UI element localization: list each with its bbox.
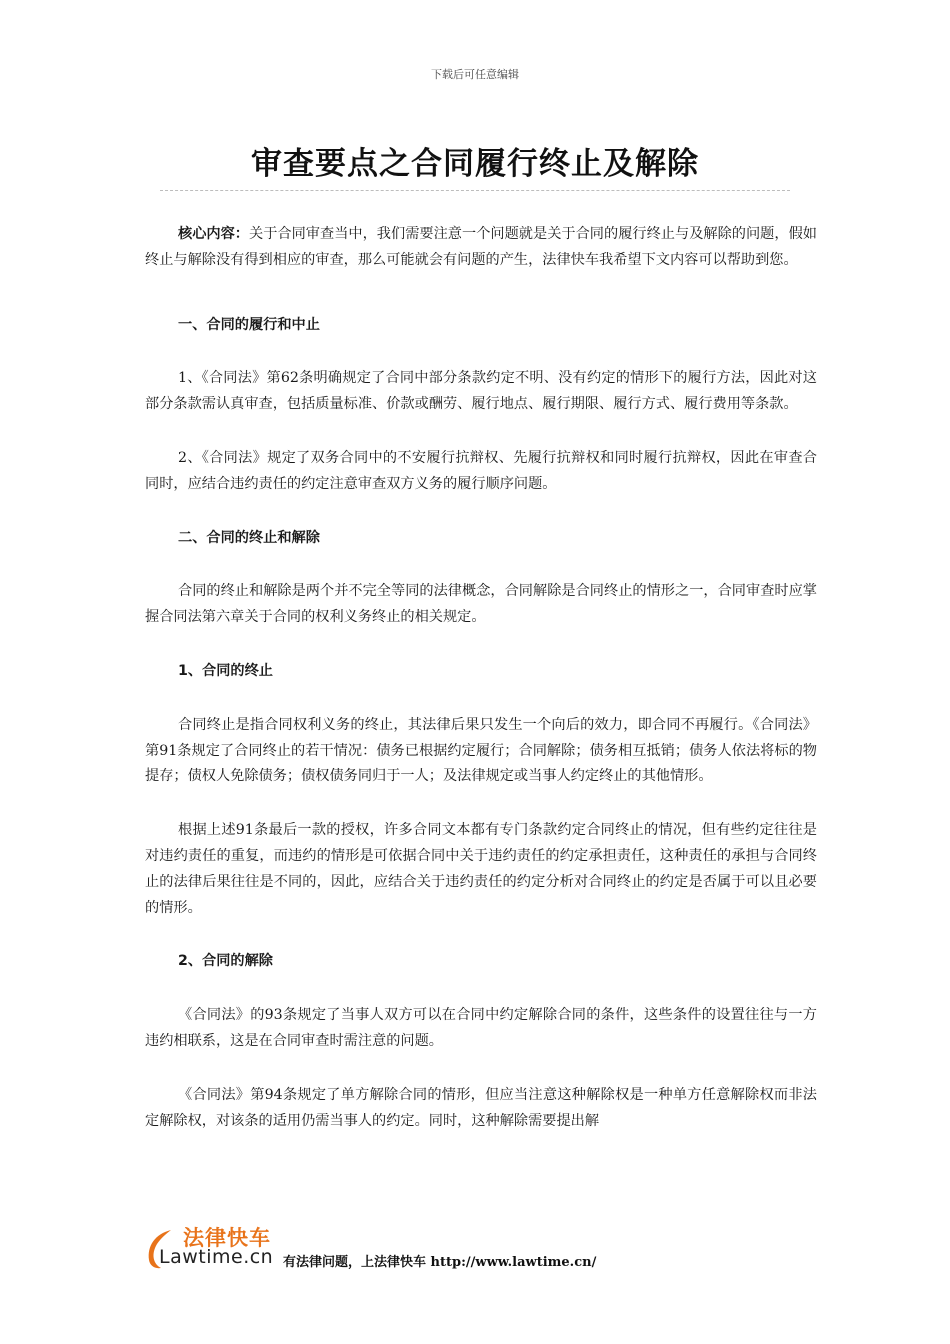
intro-paragraph	[145, 222, 817, 274]
subsection-rescission-heading: 2、合同的解除	[178, 953, 273, 970]
intro-text: 关于合同审查当中，我们需要注意一个问题就是关于合同的履行终止与及解除的问题，假如终止与解除没有得到相应的审查，那么可能就会有问题的产生，法律快车我希望下文内容可以帮助到您。	[145, 226, 817, 268]
logo-chinese-text: 法律快车	[183, 1226, 271, 1250]
title-divider	[160, 190, 790, 191]
lawtime-logo	[145, 1222, 285, 1272]
rescission-paragraph-2: 《合同法》第94条规定了单方解除合同的情形，但应当注意这种解除权是一种单方任意解除权而非法定解除权，对该条的适用仍需当事人的约定。同时，这种解除需要提出解	[145, 1086, 817, 1129]
subsection-termination-heading: 1、合同的终止	[178, 662, 273, 679]
section-2-paragraph-1: 合同的终止和解除是两个并不完全等同的法律概念，合同解除是合同终止的情形之一，合同审查时应掌握合同法第六章关于合同的权利义务终止的相关规定。	[145, 583, 817, 626]
document-title: 审查要点之合同履行终止及解除	[251, 146, 699, 182]
intro-label: 核心内容：	[178, 226, 249, 242]
termination-paragraph-1: 合同终止是指合同权利义务的终止，其法律后果只发生一个向后的效力，即合同不再履行。《合同法》第91条规定了合同终止的若干情况：债务已根据约定履行；合同解除；债务相互抵销；债务人依法将标的物提存；债权人免除债务；债权债务同归于一人；及法律规定或当事人约定终止的其他情形。	[145, 716, 817, 785]
page-footer	[145, 1222, 845, 1272]
section-1-paragraph-1: 1、《合同法》第62条明确规定了合同中部分条款约定不明、没有约定的情形下的履行方法，因此对这部分条款需认真审查，包括质量标准、价款或酬劳、履行地点、履行期限、履行方式、履行费用等条款。	[145, 370, 817, 413]
termination-paragraph-2: 根据上述91条最后一款的授权，许多合同文本都有专门条款约定合同终止的情况，但有些约定往往是对违约责任的重复，而违约的情形是可依据合同中关于违约责任的约定承担责任，这种责任的承担与合同终止的法律后果往往是不同的，因此，应结合关于违约责任的约定分析对合同终止的约定是否属于可以且必要的情形。	[145, 822, 817, 916]
section-1-paragraph-2: 2、《合同法》规定了双务合同中的不安履行抗辩权、先履行抗辩权和同时履行抗辩权，因此在审查合同时，应结合违约责任的约定注意审查双方义务的履行顺序问题。	[145, 449, 817, 492]
footer-slogan: 有法律问题，上法律快车 http://www.lawtime.cn/	[283, 1255, 597, 1270]
section-2-heading: 二、合同的终止和解除	[178, 529, 320, 546]
section-1-heading: 一、合同的履行和中止	[178, 316, 320, 333]
header-note: 下载后可任意编辑	[431, 68, 519, 81]
document-body	[145, 222, 817, 1134]
rescission-paragraph-1: 《合同法》的93条规定了当事人双方可以在合同中约定解除合同的条件，这些条件的设置往往与一方违约相联系，这是在合同审查时需注意的问题。	[145, 1007, 817, 1049]
logo-english-text: Lawtime.cn	[159, 1246, 274, 1268]
